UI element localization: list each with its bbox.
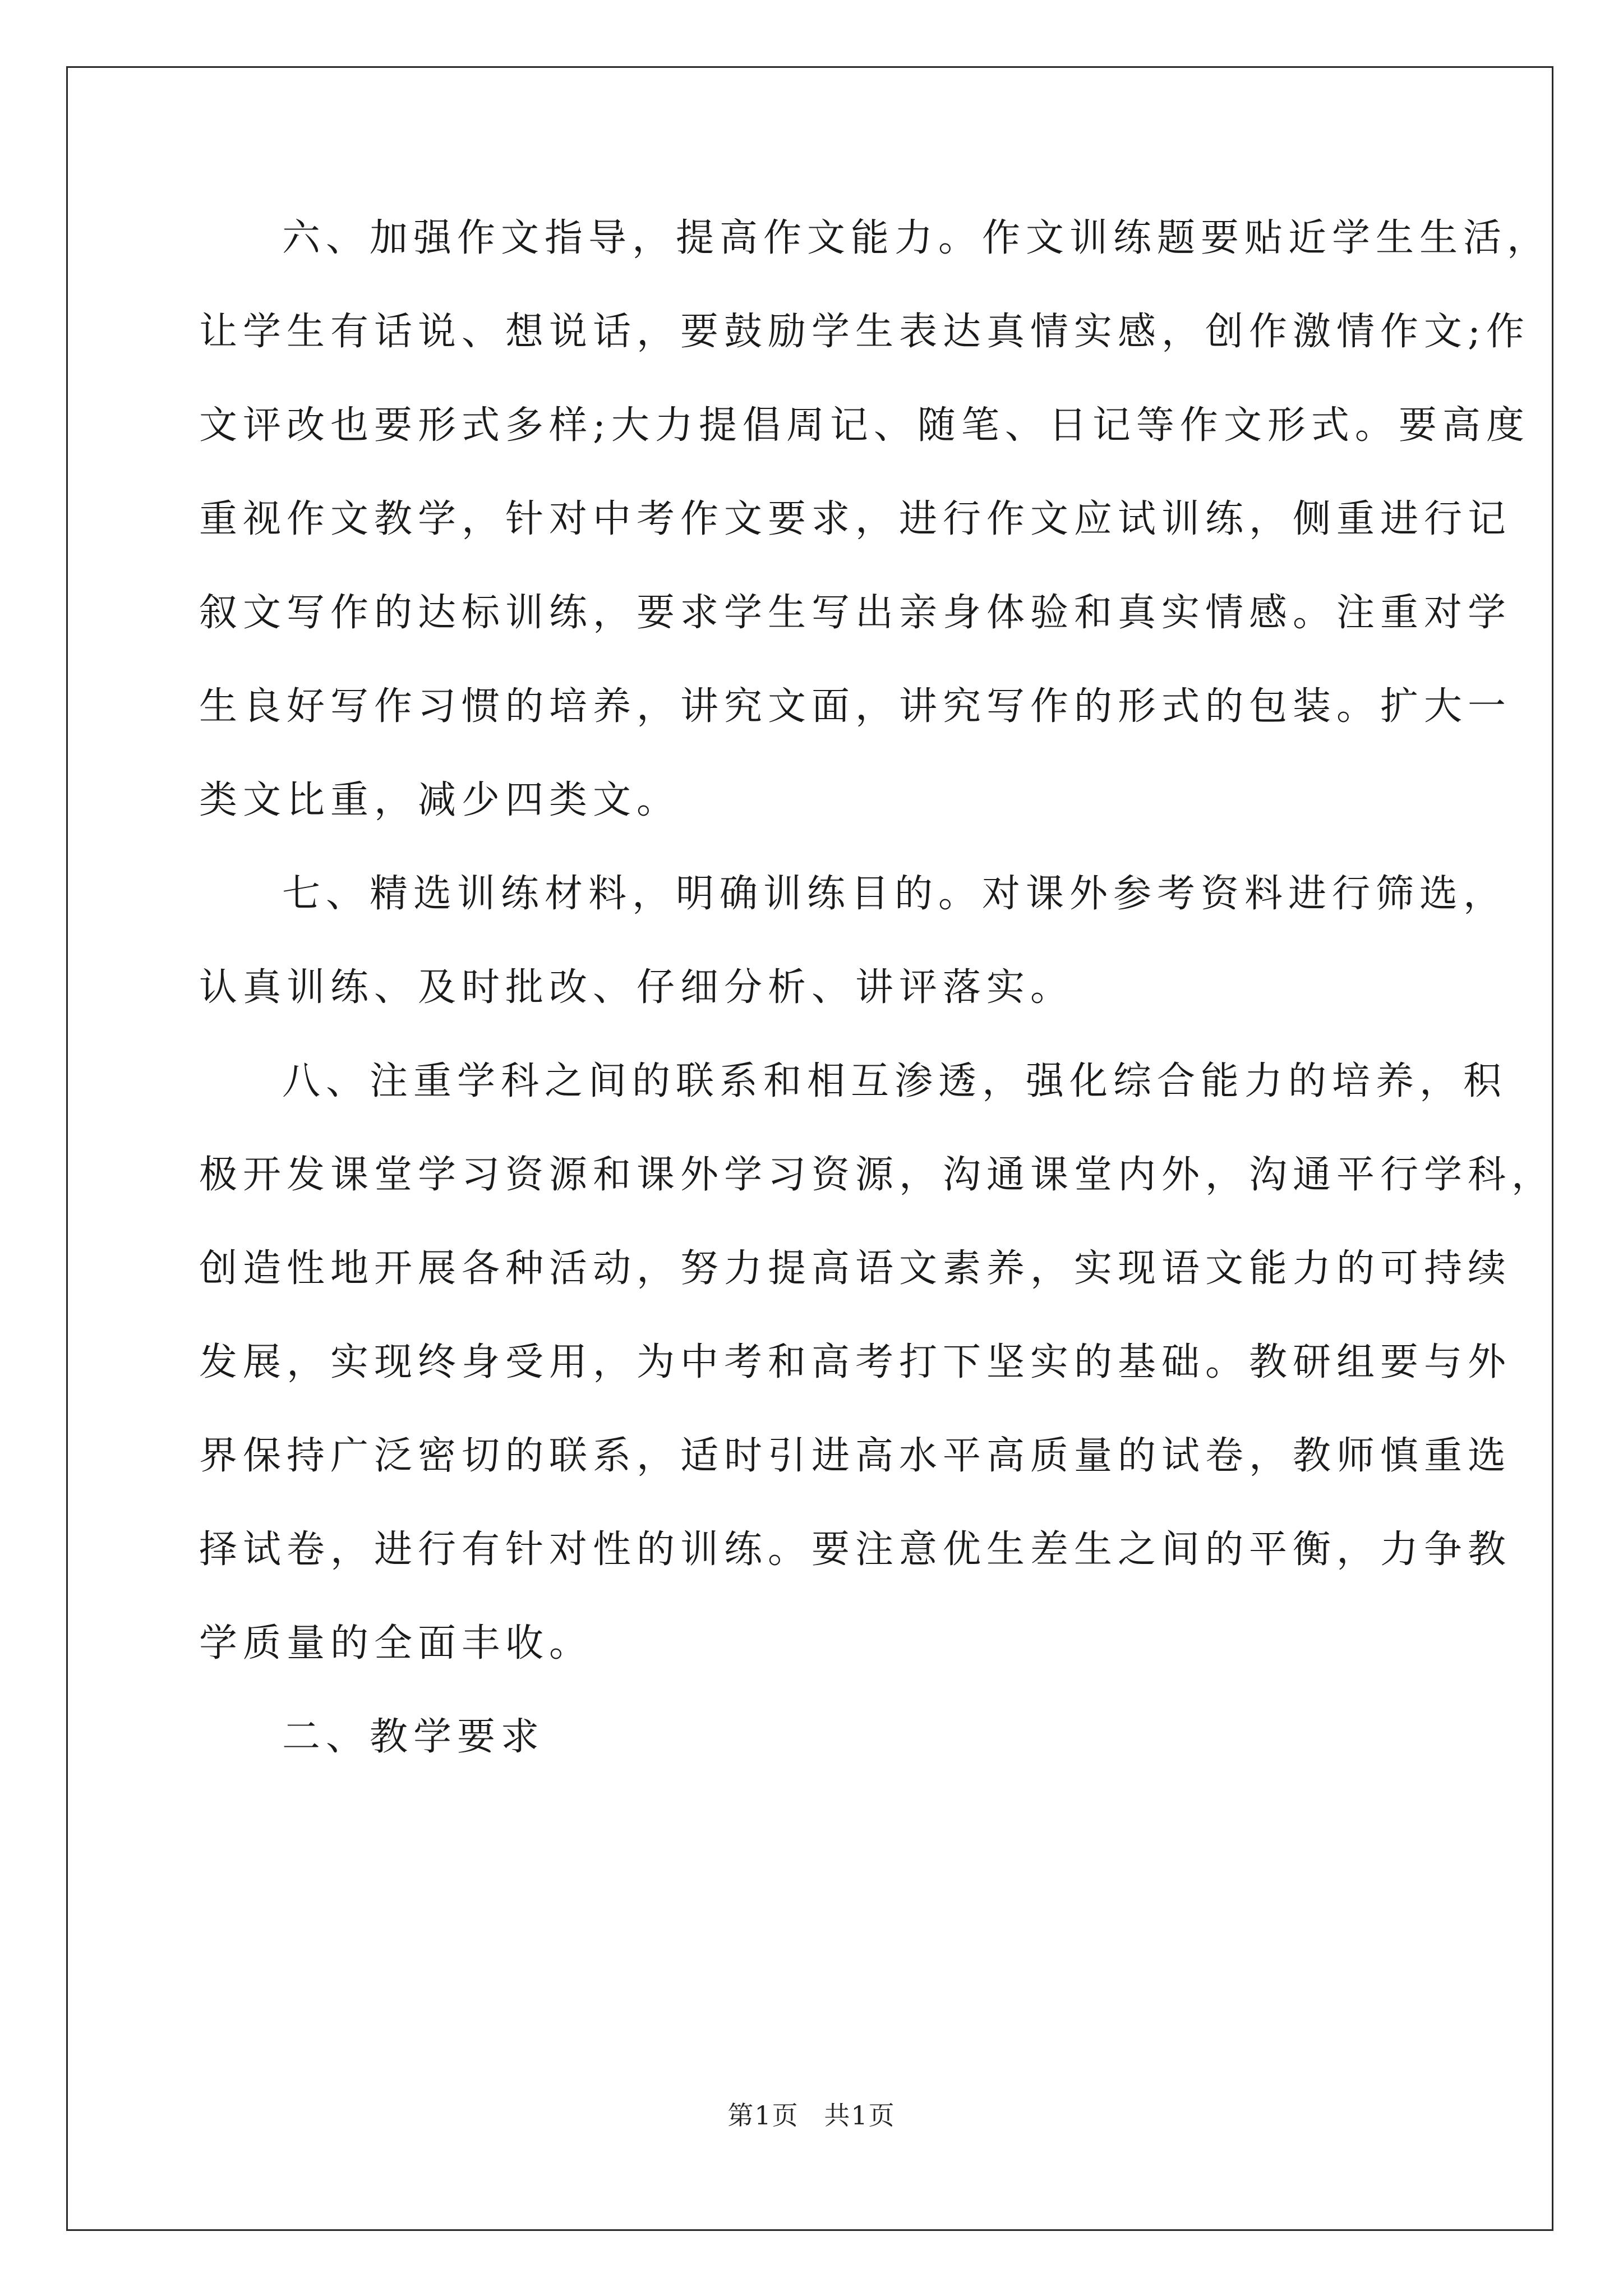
text-line: 八、注重学科之间的联系和相互渗透，强化综合能力的培养，积 — [282, 1059, 1507, 1103]
paragraph-interdisciplinary — [199, 1051, 1556, 1706]
text-line: 二、教学要求 — [282, 1715, 545, 1759]
section-heading-teaching-requirements — [199, 1706, 1433, 1800]
page-footer — [0, 2095, 1623, 2132]
text-line: 学质量的全面丰收。 — [199, 1621, 593, 1665]
text-line: 文评改也要形式多样;大力提倡周记、随笔、日记等作文形式。要高度 — [199, 403, 1530, 448]
page-total: 共1页 — [824, 2100, 896, 2131]
text-line: 发展，实现终身受用，为中考和高考打下坚实的基础。教研组要与外 — [199, 1340, 1512, 1384]
text-line: 生良好写作习惯的培养，讲究文面，讲究写作的形式的包装。扩大一 — [199, 684, 1512, 729]
text-line: 叙文写作的达标训练，要求学生写出亲身体验和真实情感。注重对学 — [199, 591, 1512, 635]
document-body — [199, 208, 1556, 1800]
page-number: 第1页 — [727, 2100, 799, 2131]
text-line: 极开发课堂学习资源和课外学习资源，沟通课堂内外，沟通平行学科， — [199, 1153, 1556, 1197]
paragraph-training-materials — [199, 863, 1507, 1051]
text-line: 重视作文教学，针对中考作文要求，进行作文应试训练，侧重进行记 — [199, 497, 1512, 541]
text-line: 六、加强作文指导，提高作文能力。作文训练题要贴近学生生活， — [282, 216, 1551, 260]
text-line: 创造性地开展各种活动，努力提高语文素养，实现语文能力的可持续 — [199, 1246, 1512, 1291]
text-line: 让学生有话说、想说话，要鼓励学生表达真情实感，创作激情作文;作 — [199, 310, 1530, 354]
text-line: 认真训练、及时批改、仔细分析、讲评落实。 — [199, 965, 1075, 1010]
text-line: 择试卷，进行有针对性的训练。要注意优生差生之间的平衡，力争教 — [199, 1527, 1512, 1572]
text-line: 七、精选训练材料，明确训练目的。对课外参考资料进行筛选， — [282, 872, 1507, 916]
text-line: 类文比重，减少四类文。 — [199, 778, 681, 822]
paragraph-composition-guidance — [199, 208, 1551, 863]
text-line: 界保持广泛密切的联系，适时引进高水平高质量的试卷，教师慎重选 — [199, 1434, 1512, 1478]
